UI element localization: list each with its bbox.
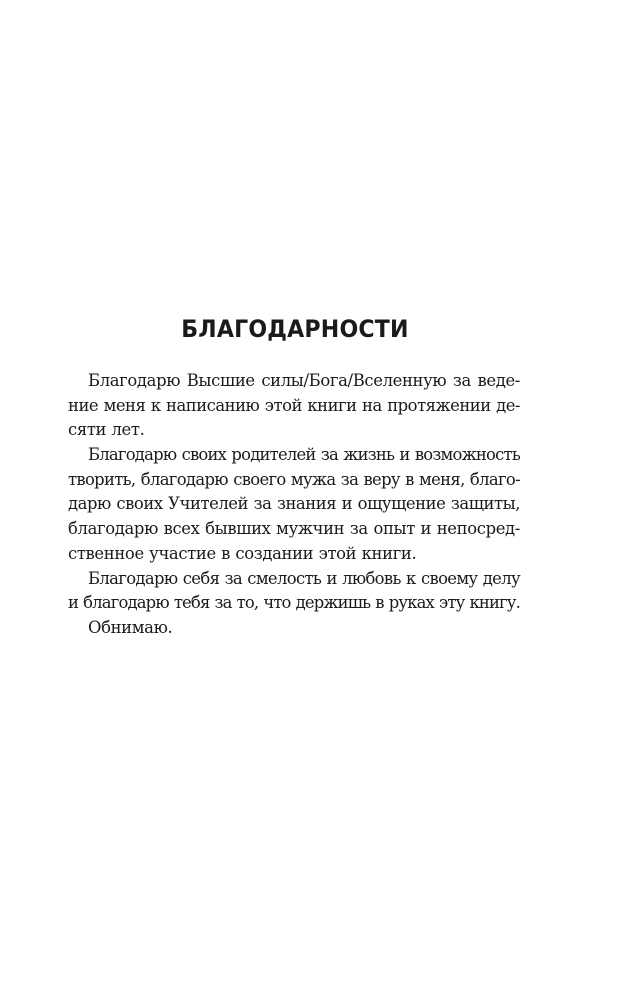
text-line: Благодарю себя за смелость и любовь к своему делу bbox=[88, 568, 520, 588]
paragraph bbox=[68, 567, 520, 616]
text-line: и благодарю тебя за то, что держишь в руках эту книгу. bbox=[68, 593, 520, 613]
text-line: благодарю всех бывших мужчин за опыт и непосред- bbox=[68, 519, 520, 539]
page-title: БЛАГОДАРНОСТИ bbox=[181, 315, 409, 343]
text-line: творить, благодарю своего мужа за веру в меня, благо- bbox=[68, 469, 520, 489]
text-line: Обнимаю. bbox=[88, 617, 173, 637]
text-line: Благодарю своих родителей за жизнь и возможность bbox=[88, 445, 520, 465]
text-line: Благодарю Высшие силы/Бога/Вселенную за веде- bbox=[88, 371, 520, 390]
paragraph bbox=[68, 369, 520, 443]
text-line: ственное участие в создании этой книги. bbox=[68, 543, 417, 563]
text-line: ние меня к написанию этой книги на протяжении де- bbox=[68, 395, 520, 415]
paragraph bbox=[68, 443, 520, 566]
text-line: сяти лет. bbox=[68, 420, 145, 440]
text-line: дарю своих Учителей за знания и ощущение защиты, bbox=[68, 494, 520, 514]
acknowledgements-text bbox=[68, 369, 520, 641]
paragraph bbox=[68, 616, 520, 641]
